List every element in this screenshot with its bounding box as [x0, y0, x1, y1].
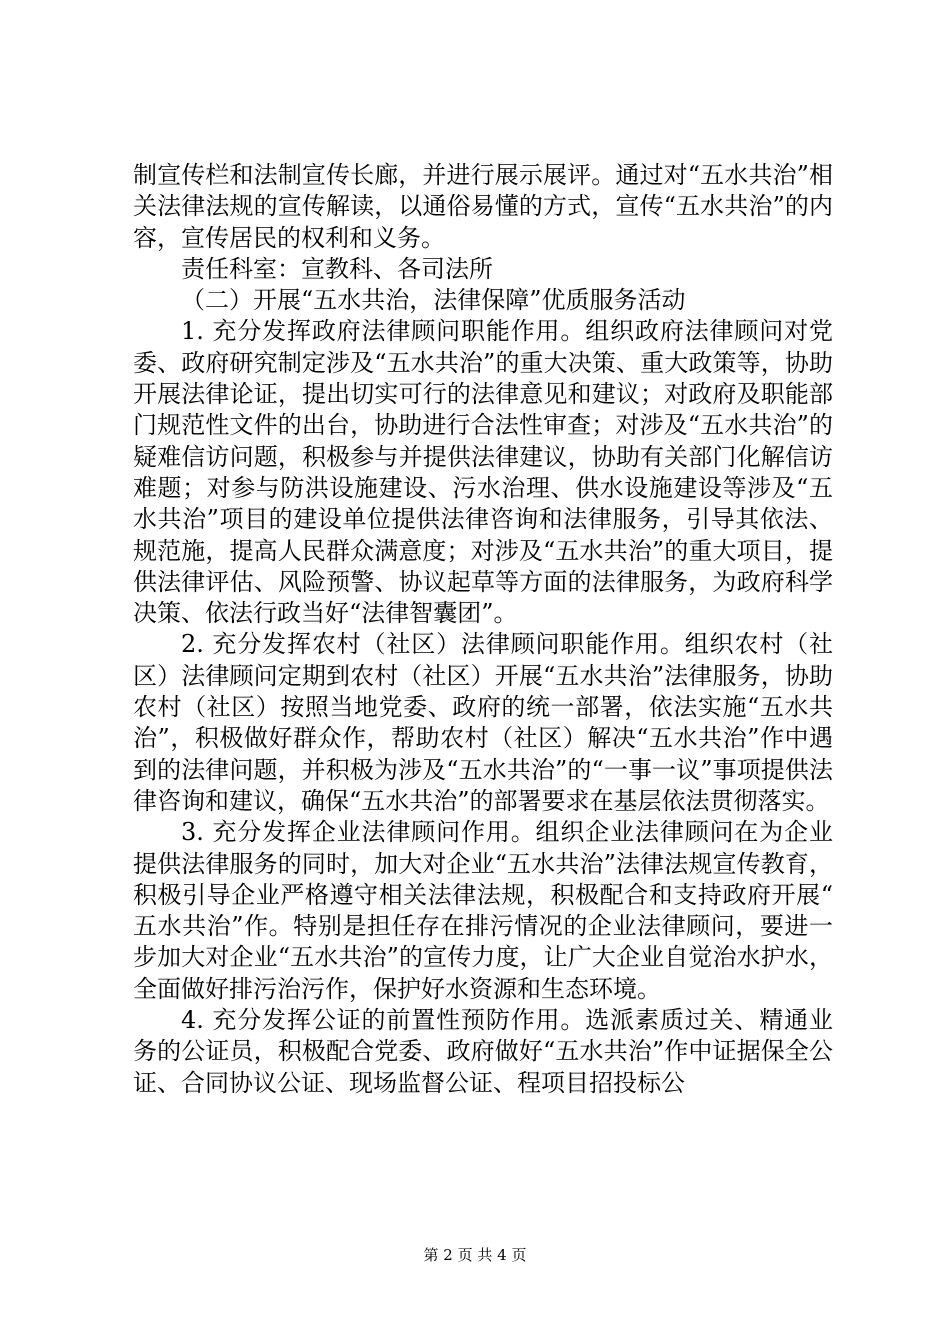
paragraph-responsible-office: 责任科室：宣教科、各司法所: [181, 254, 493, 283]
paragraph-item-4: 4. 充分发挥公证的前置性预防作用。选派素质过关、精通业务的公证员，积极配合党委、政府做好“五水共治”作中证据保全公证、合同协议公证、现场监督公证、程项目招投标公: [133, 1006, 833, 1097]
document-body: [133, 160, 833, 1099]
page-number: 第 2 页 共 4 页: [423, 1246, 527, 1264]
paragraph-item-2: 2. 充分发挥农村（社区）法律顾问职能作用。组织农村（社区）法律顾问定期到农村（社区）开展“五水共治”法律服务，协助农村（社区）按照当地党委、政府的统一部署，依法实施“五水共治”，积极做好群众作，帮助农村（社区）解决“五水共治”作中遇到的法律问题，并积极为涉及“五水共治”的“一事一议”事项提供法律咨询和建议，确保“五水共治”的部署要求在基层依法贯彻落实。: [133, 630, 833, 815]
paragraph-item-1: 1. 充分发挥政府法律顾问职能作用。组织政府法律顾问对党委、政府研究制定涉及“五水共治”的重大决策、重大政策等，协助开展法律论证，提出切实可行的法律意见和建议；对政府及职能部门规范性文件的出台，协助进行合法性审查；对涉及“五水共治”的疑难信访问题，积极参与并提供法律建议，协助有关部门化解信访难题；对参与防洪设施建设、污水治理、供水设施建设等涉及“五水共治”项目的建设单位提供法律咨询和法律服务，引导其依法、规范施，提高人民群众满意度；对涉及“五水共治”的重大项目，提供法律评估、风险预警、协议起草等方面的法律服务，为政府科学决策、依法行政当好“法律智囊团”。: [133, 317, 833, 628]
section-heading-2: （二）开展“五水共治，法律保障”优质服务活动: [181, 286, 686, 315]
paragraph-item-3: 3. 充分发挥企业法律顾问作用。组织企业法律顾问在为企业提供法律服务的同时，加大对企业“五水共治”法律法规宣传教育，积极引导企业严格遵守相关法律法规，积极配合和支持政府开展“五水共治”作。特别是担任存在排污情况的企业法律顾问，要进一步加大对企业“五水共治”的宣传力度，让广大企业自觉治水护水，全面做好排污治污作，保护好水资源和生态环境。: [133, 818, 833, 1003]
paragraph-1: 制宣传栏和法制宣传长廊，并进行展示展评。通过对“五水共治”相关法律法规的宣传解读，以通俗易懂的方式，宣传“五水共治”的内容，宣传居民的权利和义务。: [133, 161, 833, 252]
